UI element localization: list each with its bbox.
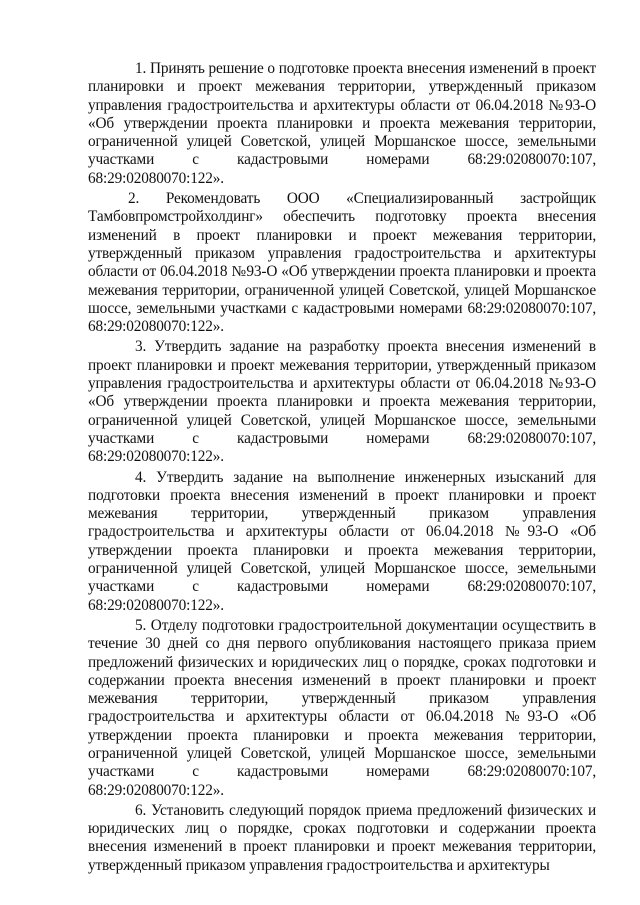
paragraph-2: 2. Рекомендовать ООО «Специализированный застройщик Тамбовпромстройхолдинг» обеспечить подготовку проекта внесения изменений в проект планировки и проект межевания территории, утвержденный приказом управления градостроительства и архитектуры области от 06.04.2018 №93-О «Об утверждении проекта планировки и проекта межевания территории, ограниченной улицей Советской, улицей Моршанское шоссе, земельными участками с кадастровыми номерами 68:29:02080070:107, 68:29:02080070:122». (88, 190, 596, 336)
paragraph-1: 1. Принять решение о подготовке проекта внесения изменений в проект планировки и проект межевания территории, утвержденный приказом управления градостроительства и архитектуры области от 06.04.2018 №93-О «Об утверждении проекта планировки и проекта межевания территории, ограниченной улицей Советской, улицей Моршанское шоссе, земельными участками с кадастровыми номерами 68:29:02080070:107, 68:29:02080070:122». (88, 60, 596, 187)
paragraph-5: 5. Отделу подготовки градостроительной документации осуществить в течение 30 дней со дня первого опубликования настоящего приказа прием предложений физических и юридических лиц о порядке, сроках подготовки и содержании проекта внесения изменений в проект планировки и проект межевания территории, утвержденный приказом управления градостроительства и архитектуры области от 06.04.2018 №93-О «Об утверждении проекта планировки и проекта межевания территории, ограниченной улицей Советской, улицей Моршанское шоссе, земельными участками с кадастровыми номерами 68:29:02080070:107, 68:29:02080070:122». (88, 616, 596, 799)
document-page (88, 60, 596, 877)
paragraph-6: 6. Установить следующий порядок приема предложений физических и юридических лиц о порядке, сроках подготовки и содержании проекта внесения изменений в проект планировки и проект межевания территории, утвержденный приказом управления градостроительства и архитектуры (88, 801, 596, 874)
paragraph-3: 3. Утвердить задание на разработку проекта внесения изменений в проект планировки и проект межевания территории, утвержденный приказом управления градостроительства и архитектуры области от 06.04.2018 №93-О «Об утверждении проекта планировки и проекта межевания территории, ограниченной улицей Советской, улицей Моршанское шоссе, земельными участками с кадастровыми номерами 68:29:02080070:107, 68:29:02080070:122». (88, 338, 596, 466)
paragraph-4: 4. Утвердить задание на выполнение инженерных изысканий для подготовки проекта внесения изменений в проект планировки и проект межевания территории, утвержденный приказом управления градостроительства и архитектуры области от 06.04.2018 №93-О «Об утверждении проекта планировки и проекта межевания территории, ограниченной улицей Советской, улицей Моршанское шоссе, земельными участками с кадастровыми номерами 68:29:02080070:107, 68:29:02080070:122». (88, 468, 596, 614)
